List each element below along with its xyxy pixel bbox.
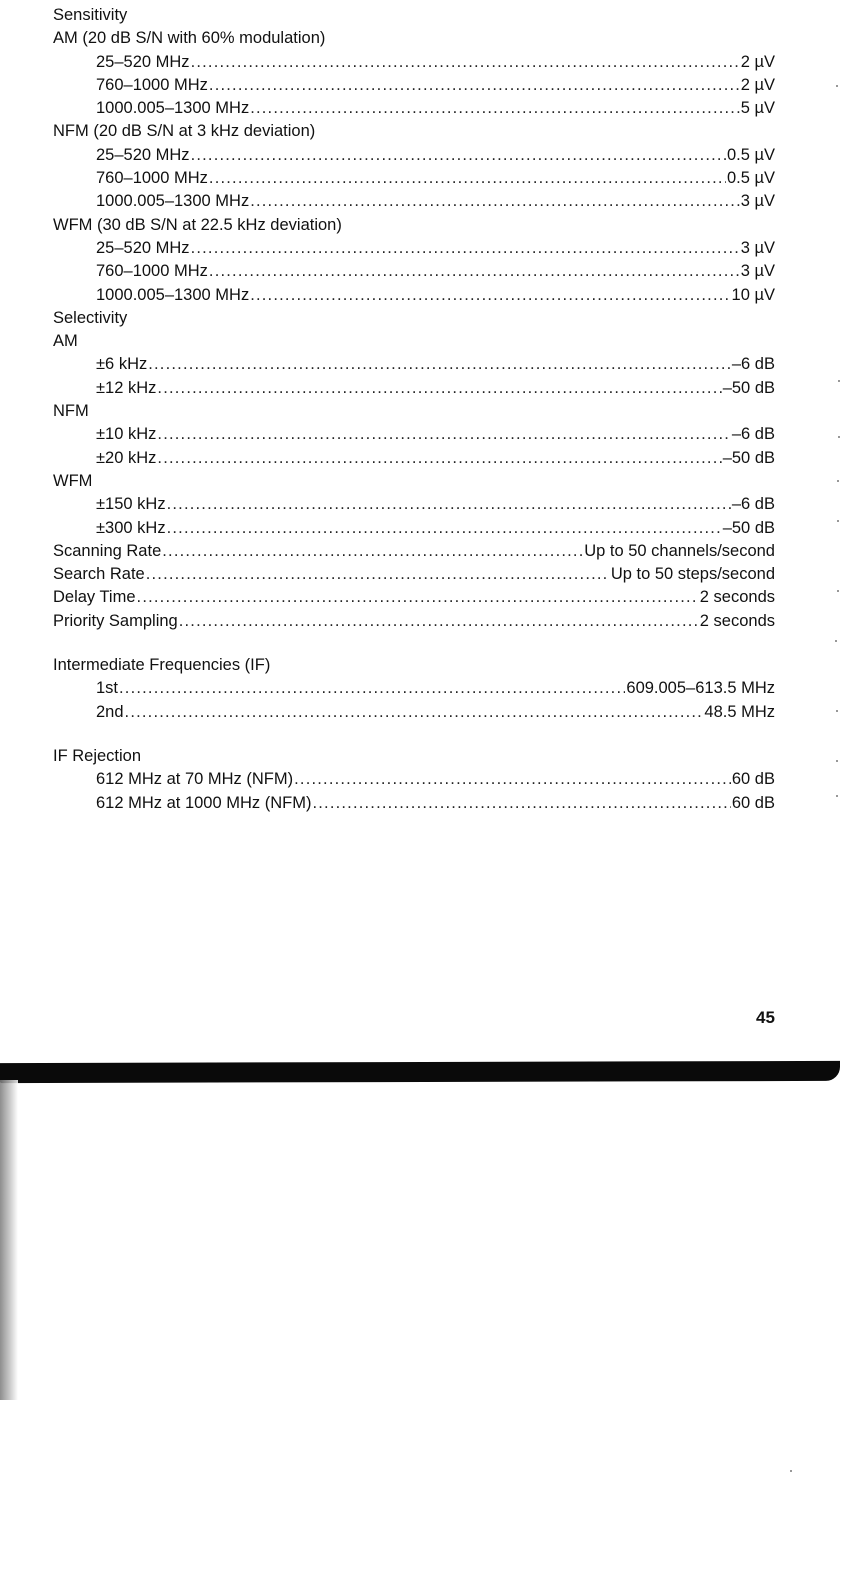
spec-value: –50 dB [722, 518, 775, 537]
dot-leader [146, 563, 610, 586]
spec-label: 1000.005–1300 MHz [96, 99, 250, 118]
spec-label: 1000.005–1300 MHz [96, 285, 250, 304]
scan-binding-shadow [0, 1061, 840, 1083]
scan-speck [836, 85, 838, 87]
scan-speck [837, 520, 839, 522]
spec-label: Search Rate [53, 565, 145, 584]
spec-label: WFM (30 dB S/N at 22.5 kHz deviation) [53, 215, 342, 234]
spec-value: –50 dB [722, 448, 775, 467]
spec-label: Sensitivity [53, 6, 128, 24]
dot-leader [250, 97, 740, 120]
dot-leader [157, 447, 721, 470]
spec-label: Delay Time [53, 588, 136, 607]
dot-leader [157, 423, 730, 446]
dot-leader [294, 768, 731, 791]
spec-heading [53, 4, 775, 27]
spec-row [53, 237, 775, 260]
spec-value: 48.5 MHz [704, 702, 775, 721]
spec-value: –6 dB [731, 355, 775, 374]
dot-leader [162, 540, 583, 563]
spec-value: 2 µV [740, 52, 775, 71]
spec-row [53, 74, 775, 97]
scan-speck [836, 710, 838, 712]
spec-label: 1st [96, 679, 119, 698]
spec-label: ±150 kHz [96, 495, 166, 514]
spec-row [53, 97, 775, 120]
spec-value: 0.5 µV [726, 169, 775, 188]
spec-label: 612 MHz at 1000 MHz (NFM) [96, 793, 312, 812]
scan-speck [836, 760, 838, 762]
spec-heading [53, 27, 775, 50]
spec-heading [53, 470, 775, 493]
dot-leader [167, 493, 731, 516]
spec-value: –50 dB [722, 378, 775, 397]
spec-row [53, 586, 775, 609]
dot-leader [148, 353, 731, 376]
spec-label: NFM (20 dB S/N at 3 kHz deviation) [53, 122, 316, 141]
spec-label: ±12 kHz [96, 378, 157, 397]
spec-label: Intermediate Frequencies (IF) [53, 656, 271, 675]
scan-speck [838, 436, 840, 438]
spec-row [53, 51, 775, 74]
spec-value: 5 µV [740, 99, 775, 118]
scan-speck [838, 380, 840, 382]
spec-row [53, 284, 775, 307]
spec-label: Priority Sampling [53, 611, 178, 630]
scan-speck [836, 795, 838, 797]
spec-label: Scanning Rate [53, 541, 162, 560]
spec-value: 609.005–613.5 MHz [626, 679, 775, 698]
scan-speck [790, 1470, 792, 1472]
dot-leader [191, 144, 726, 167]
dot-leader [209, 260, 740, 283]
spec-label: Selectivity [53, 308, 128, 327]
spec-row [53, 701, 775, 724]
spec-label: ±20 kHz [96, 448, 157, 467]
spec-label: ±6 kHz [96, 355, 148, 374]
spec-row [53, 353, 775, 376]
dot-leader [157, 377, 721, 400]
spec-row [53, 167, 775, 190]
dot-leader [167, 517, 722, 540]
spec-heading [53, 400, 775, 423]
spec-row [53, 144, 775, 167]
spec-heading [53, 330, 775, 353]
dot-leader [250, 284, 730, 307]
spec-label: WFM [53, 471, 93, 490]
spec-heading [53, 120, 775, 143]
spec-row [53, 493, 775, 516]
dot-leader [179, 610, 699, 633]
dot-leader [191, 237, 740, 260]
spec-row [53, 540, 775, 563]
spec-label: 612 MHz at 70 MHz (NFM) [96, 770, 294, 789]
spec-row [53, 768, 775, 791]
spec-value: 2 seconds [699, 588, 775, 607]
spec-label: 760–1000 MHz [96, 75, 208, 94]
scan-speck [837, 480, 839, 482]
spec-label: ±10 kHz [96, 425, 157, 444]
spec-label: 2nd [96, 702, 124, 721]
spec-value: 3 µV [740, 262, 775, 281]
spec-label: AM [53, 332, 78, 351]
spec-label: AM (20 dB S/N with 60% modulation) [53, 29, 326, 48]
spec-value: 3 µV [740, 192, 775, 211]
spec-label: 1000.005–1300 MHz [96, 192, 250, 211]
dot-leader [191, 51, 740, 74]
spec-label: ±300 kHz [96, 518, 166, 537]
specifications-list [53, 4, 775, 815]
spec-value: 0.5 µV [726, 145, 775, 164]
scan-speck [835, 640, 837, 642]
dot-leader [209, 74, 740, 97]
spec-heading [53, 214, 775, 237]
dot-leader [312, 792, 730, 815]
dot-leader [137, 586, 699, 609]
spec-label: 25–520 MHz [96, 52, 190, 71]
spec-value: –6 dB [731, 495, 775, 514]
spec-label: 25–520 MHz [96, 145, 190, 164]
dot-leader [209, 167, 726, 190]
spec-value: 60 dB [731, 770, 775, 789]
spec-heading [53, 654, 775, 677]
spec-row [53, 677, 775, 700]
spec-row [53, 563, 775, 586]
spec-value: 60 dB [731, 793, 775, 812]
spec-row [53, 190, 775, 213]
spec-value: –6 dB [731, 425, 775, 444]
dot-leader [250, 190, 740, 213]
spec-label: IF Rejection [53, 746, 142, 765]
spec-label: 760–1000 MHz [96, 169, 208, 188]
spec-value: 3 µV [740, 238, 775, 257]
spec-value: Up to 50 channels/second [584, 541, 775, 560]
spec-heading [53, 307, 775, 330]
spec-row [53, 423, 775, 446]
spec-value: 2 µV [740, 75, 775, 94]
page-number: 45 [756, 1008, 775, 1027]
spec-value: 2 seconds [699, 611, 775, 630]
dot-leader [125, 701, 704, 724]
spec-row [53, 377, 775, 400]
scan-speck [837, 590, 839, 592]
spec-value: Up to 50 steps/second [610, 565, 775, 584]
spec-label: 760–1000 MHz [96, 262, 208, 281]
spec-label: NFM [53, 402, 89, 421]
spec-row [53, 517, 775, 540]
spec-label: 25–520 MHz [96, 238, 190, 257]
spec-row [53, 260, 775, 283]
spec-row [53, 447, 775, 470]
spec-row [53, 792, 775, 815]
dot-leader [119, 677, 625, 700]
spec-heading [53, 745, 775, 768]
spec-value: 10 µV [731, 285, 775, 304]
scan-page-edge [0, 1080, 18, 1400]
spec-row [53, 610, 775, 633]
